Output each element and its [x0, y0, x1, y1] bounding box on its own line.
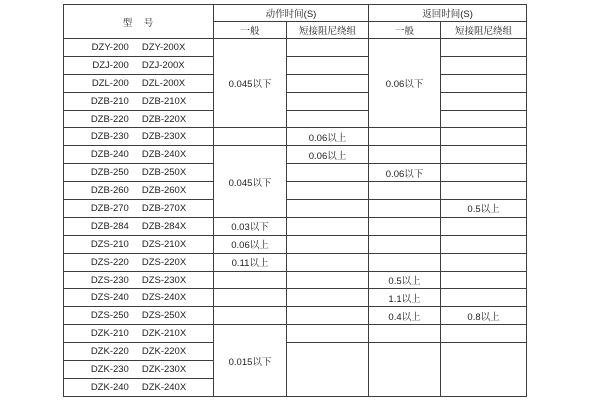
- model-b: DZS-220X: [141, 256, 187, 268]
- table-row: [64, 92, 527, 110]
- action-damping-cell: [287, 110, 369, 128]
- model-cell: [64, 289, 214, 307]
- model-a: DZS-210: [90, 238, 129, 250]
- action-damping-cell: [287, 343, 369, 397]
- action-general-cell: 0.045以下: [214, 146, 287, 218]
- return-general-cell: [369, 200, 441, 218]
- model-cell: [64, 378, 214, 396]
- model-b: DZB-220X: [141, 113, 187, 125]
- return-damping-cell: [441, 110, 527, 128]
- model-a: DZB-270: [90, 202, 129, 214]
- model-a: DZJ-200: [92, 59, 129, 71]
- return-damping-cell: [441, 164, 527, 182]
- header-model: 型 号: [64, 5, 214, 39]
- action-general-cell: 0.03以下: [214, 217, 287, 235]
- model-a: DZB-260: [90, 185, 129, 197]
- model-cell: [64, 235, 214, 253]
- action-general-cell: 0.06以上: [214, 235, 287, 253]
- table-row: [64, 128, 527, 146]
- action-damping-cell: 0.06以上: [287, 128, 369, 146]
- return-damping-cell: [441, 39, 527, 57]
- table-row: [64, 253, 527, 271]
- return-general-cell: [369, 128, 441, 146]
- return-damping-cell: [441, 146, 527, 164]
- model-cell: [64, 253, 214, 271]
- return-damping-cell: [441, 182, 527, 200]
- table-row: [64, 271, 527, 289]
- model-cell: [64, 92, 214, 110]
- model-a: DZS-250: [90, 310, 129, 322]
- table-row: [64, 200, 527, 218]
- model-b: DZL-200X: [141, 77, 186, 89]
- header-return-damping: 短接阻尼绕组: [441, 22, 527, 39]
- model-a: DZK-210: [90, 328, 129, 340]
- return-general-cell: [369, 325, 441, 343]
- table-row: [64, 74, 527, 92]
- action-damping-cell: [287, 182, 369, 200]
- model-b: DZB-260X: [141, 185, 187, 197]
- model-cell: [64, 146, 214, 164]
- return-damping-cell: [441, 128, 527, 146]
- model-b: DZK-220X: [141, 346, 187, 358]
- return-general-cell: 0.4以上: [369, 307, 441, 325]
- header-action-damping: 短接阻尼绕组: [287, 22, 369, 39]
- model-a: DZS-240: [90, 292, 129, 304]
- model-b: DZS-230X: [141, 274, 187, 286]
- action-damping-cell: [287, 164, 369, 182]
- model-b: DZB-210X: [141, 95, 187, 107]
- model-cell: [64, 325, 214, 343]
- header-return-time: 返回时间(S): [369, 5, 527, 22]
- model-a: DZB-240: [90, 149, 129, 161]
- model-cell: [64, 164, 214, 182]
- table-row: [64, 39, 527, 57]
- table-row: [64, 146, 527, 164]
- model-b: DZS-240X: [141, 292, 187, 304]
- model-cell: [64, 271, 214, 289]
- action-damping-cell: 0.06以上: [287, 146, 369, 164]
- action-damping-cell: [287, 253, 369, 271]
- return-damping-cell: [441, 92, 527, 110]
- return-damping-cell: [441, 253, 527, 271]
- action-damping-cell: [287, 271, 369, 289]
- return-damping-cell: [441, 56, 527, 74]
- model-b: DZS-210X: [141, 238, 187, 250]
- return-general-cell: 0.06以下: [369, 164, 441, 182]
- model-b: DZB-270X: [141, 202, 187, 214]
- return-general-cell: 1.1以上: [369, 289, 441, 307]
- action-damping-cell: [287, 200, 369, 218]
- model-b: DZB-250X: [141, 167, 187, 179]
- model-a: DZK-230: [90, 363, 129, 375]
- relay-spec-table: [63, 4, 527, 397]
- return-general-cell: 0.5以上: [369, 271, 441, 289]
- action-damping-cell: [287, 92, 369, 110]
- action-general-cell: [214, 307, 287, 325]
- action-general-cell: [214, 289, 287, 307]
- return-damping-cell: [441, 289, 527, 307]
- model-a: DZK-220: [90, 346, 129, 358]
- model-a: DZB-210: [90, 95, 129, 107]
- action-damping-cell: [287, 217, 369, 235]
- table-row: [64, 343, 527, 361]
- table-row: [64, 182, 527, 200]
- model-b: DZJ-200X: [141, 59, 185, 71]
- model-b: DZY-200X: [141, 41, 186, 53]
- return-damping-cell: [441, 325, 527, 343]
- table-row: [64, 235, 527, 253]
- header-action-general: 一般: [214, 22, 287, 39]
- return-general-cell: [369, 182, 441, 200]
- return-damping-cell: [441, 271, 527, 289]
- table-row: [64, 110, 527, 128]
- return-general-cell: [369, 235, 441, 253]
- model-cell: [64, 307, 214, 325]
- model-cell: [64, 343, 214, 361]
- return-damping-cell: [441, 235, 527, 253]
- action-damping-cell: [287, 74, 369, 92]
- return-damping-cell: 0.8以上: [441, 307, 527, 325]
- return-general-cell: 0.06以下: [369, 39, 441, 128]
- model-b: DZS-250X: [141, 310, 187, 322]
- action-general-cell: [214, 128, 287, 146]
- model-cell: [64, 110, 214, 128]
- table-row: [64, 217, 527, 235]
- model-cell: [64, 128, 214, 146]
- table-row: [64, 307, 527, 325]
- action-damping-cell: [287, 235, 369, 253]
- action-general-cell: 0.045以下: [214, 39, 287, 128]
- model-b: DZB-240X: [141, 149, 187, 161]
- action-damping-cell: [287, 289, 369, 307]
- model-a: DZB-230: [90, 131, 129, 143]
- header-return-general: 一般: [369, 22, 441, 39]
- return-general-cell: [369, 146, 441, 164]
- table-row: [64, 56, 527, 74]
- return-damping-cell: [441, 217, 527, 235]
- model-cell: [64, 74, 214, 92]
- return-damping-cell: 0.5以上: [441, 200, 527, 218]
- header-row-groups: [64, 5, 527, 22]
- model-cell: [64, 56, 214, 74]
- model-b: DZK-210X: [141, 328, 187, 340]
- table-row: [64, 164, 527, 182]
- table-row: [64, 289, 527, 307]
- action-general-cell: 0.11以上: [214, 253, 287, 271]
- model-cell: [64, 217, 214, 235]
- table-row: [64, 325, 527, 343]
- header-action-time: 动作时间(S): [214, 5, 369, 22]
- return-damping-cell: [441, 343, 527, 397]
- action-general-cell: [214, 271, 287, 289]
- action-damping-cell: [287, 307, 369, 325]
- return-damping-cell: [441, 74, 527, 92]
- model-a: DZL-200: [91, 77, 129, 89]
- return-general-cell: [369, 217, 441, 235]
- model-a: DZY-200: [91, 41, 129, 53]
- model-a: DZB-250: [90, 167, 129, 179]
- model-a: DZS-220: [90, 256, 129, 268]
- action-damping-cell: [287, 39, 369, 57]
- model-cell: [64, 39, 214, 57]
- model-b: DZB-284X: [141, 220, 187, 232]
- model-cell: [64, 361, 214, 379]
- model-b: DZB-230X: [141, 131, 187, 143]
- return-general-cell: [369, 253, 441, 271]
- model-a: DZK-240: [90, 381, 129, 393]
- model-a: DZB-220: [90, 113, 129, 125]
- model-cell: [64, 200, 214, 218]
- model-b: DZK-230X: [141, 363, 187, 375]
- action-damping-cell: [287, 56, 369, 74]
- model-cell: [64, 182, 214, 200]
- action-general-cell: 0.015以下: [214, 325, 287, 397]
- action-damping-cell: [287, 325, 369, 343]
- model-b: DZK-240X: [141, 381, 187, 393]
- model-a: DZB-284: [90, 220, 129, 232]
- model-a: DZS-230: [90, 274, 129, 286]
- return-general-cell: [369, 343, 441, 397]
